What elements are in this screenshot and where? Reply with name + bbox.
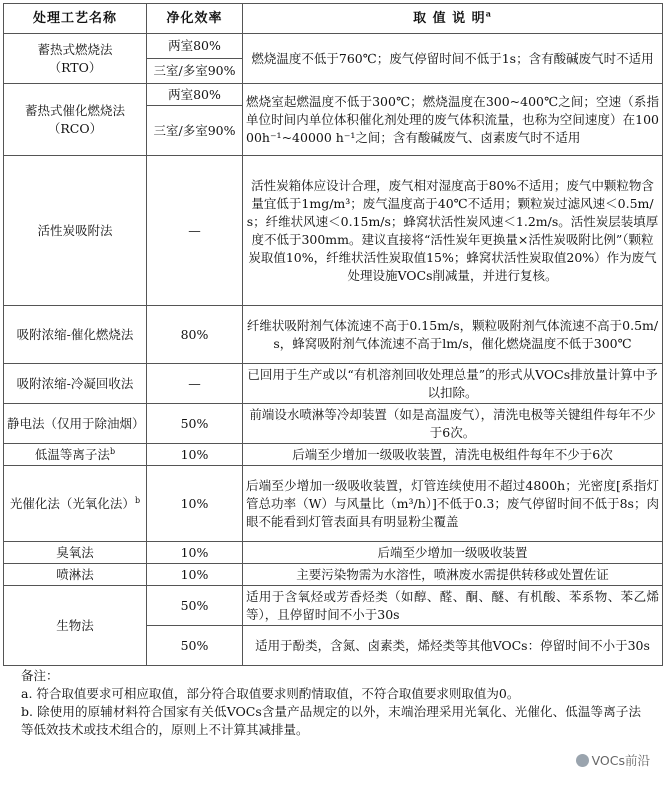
process-name: 蓄热式催化燃烧法 （RCO） [4,84,147,156]
table-row [4,466,663,542]
table-row [4,84,663,106]
header-description-sup: a [485,8,492,19]
description: 后端至少增加一级吸收装置，灯管连续使用不超过4800h；光密度[系指灯管总功率（W）与风量比（m³/h）]不低于0.3；废气停留时间不低于8s；肉眼不能看到灯管表面具有明显粉尘覆盖 [243,466,663,542]
efficiency-value: 两室80% [147,84,243,106]
description: 前端设水喷淋等冷却装置（如是高温废气），清洗电极等关键组件每年不少于6次。 [243,404,663,444]
process-name-cell [4,466,147,542]
note-a: a. 符合取值要求可相应取值，部分符合取值要求则酌情取值，不符合取值要求则取值为0。 [21,686,520,701]
process-name: 吸附浓缩-冷凝回收法 [4,364,147,404]
table-row [4,586,663,626]
watermark-text: VOCs前沿 [591,753,650,768]
process-name-cell [4,444,147,466]
efficiency-value: 两室80% [147,34,243,59]
description: 已回用于生产或以“有机溶剂回收处理总量”的形式从VOCs排放量计算中予以扣除。 [243,364,663,404]
note-b: b. 除使用的原辅材料符合国家有关低VOCs含量产品规定的以外，末端治理采用光氧化、光催化、低温等离子法等低效技术或技术组合的，原则上不计算其减排量。 [21,704,641,737]
efficiency-value: — [147,364,243,404]
description: 后端至少增加一级吸收装置，清洗电极组件每年不少于6次 [243,444,663,466]
table-row [4,34,663,59]
efficiency-value: 10% [147,564,243,586]
process-name: 臭氧法 [4,542,147,564]
description: 纤维状吸附剂气体流速不高于0.15m/s，颗粒吸附剂气体流速不高于0.5m/s，蜂窝吸附剂气体流速不高于lm/s，催化燃烧温度不低于300℃ [243,306,663,364]
description: 主要污染物需为水溶性，喷淋废水需提供转移或处置佐证 [243,564,663,586]
table-row [4,364,663,404]
table-row [4,564,663,586]
document [3,3,662,739]
process-name: 静电法（仅用于除油烟） [4,404,147,444]
notes [3,667,641,739]
efficiency-value: 三室/多室90% [147,106,243,156]
efficiency-value: — [147,156,243,306]
process-sup: b [109,446,116,456]
watermark [573,751,653,769]
description: 燃烧室起燃温度不低于300℃；燃烧温度在300~400℃之间；空速（系指单位时间内单位体积催化剂处理的废气体积流量，也称为空间速度）在10000h⁻¹~40000 h⁻¹之间；含有酸碱废气、卤素废气时不适用 [243,84,663,156]
efficiency-value: 10% [147,542,243,564]
table-row [4,306,663,364]
process-name: 蓄热式燃烧法 （RTO） [4,34,147,84]
efficiency-value: 50% [147,626,243,666]
header-efficiency: 净化效率 [147,4,243,34]
process-table [3,3,663,666]
efficiency-value: 50% [147,404,243,444]
process-name: 低温等离子法 [34,446,110,462]
description: 活性炭箱体应设计合理，废气相对湿度高于80%不适用；废气中颗粒物含量宜低于1mg/m³；废气温度高于40℃不适用；颗粒炭过滤风速＜0.5m/s；纤维状风速＜0.15m/s；蜂窝状活性炭风速＜1.2m/s。活性炭层装填厚度不低于300mm。建议直接将“活性炭年更换量×活性炭吸附比例”（颗粒炭取值10%，纤维状活性炭取值15%；蜂窝状活性炭取值20%）作为废气处理设施VOCs削减量，并进行复核。 [243,156,663,306]
header-process: 处理工艺名称 [4,4,147,34]
process-name: 生物法 [4,586,147,666]
efficiency-value: 50% [147,586,243,626]
efficiency-value: 10% [147,444,243,466]
notes-title: 备注： [21,668,59,683]
table-row [4,542,663,564]
description: 燃烧温度不低于760℃；废气停留时间不低于1s；含有酸碱废气时不适用 [243,34,663,84]
header-description-text: 取 值 说 明 [413,10,486,26]
process-sup: b [134,495,141,505]
table-header-row [4,4,663,34]
table-row [4,156,663,306]
process-name: 光催化法（光氧化法） [9,495,135,511]
process-name: 吸附浓缩-催化燃烧法 [4,306,147,364]
header-description [243,4,663,34]
process-name: 喷淋法 [4,564,147,586]
efficiency-value: 80% [147,306,243,364]
description: 后端至少增加一级吸收装置 [243,542,663,564]
efficiency-value: 三室/多室90% [147,59,243,84]
table-row [4,444,663,466]
table-row [4,404,663,444]
wechat-icon [576,754,589,767]
efficiency-value: 10% [147,466,243,542]
process-name: 活性炭吸附法 [4,156,147,306]
description: 适用于含氧烃或芳香烃类（如醇、醛、酮、醚、有机酸、苯系物、苯乙烯等），且停留时间不小于30s [243,586,663,626]
description: 适用于酚类，含氮、卤素类，烯烃类等其他VOCs：停留时间不小于30s [243,626,663,666]
